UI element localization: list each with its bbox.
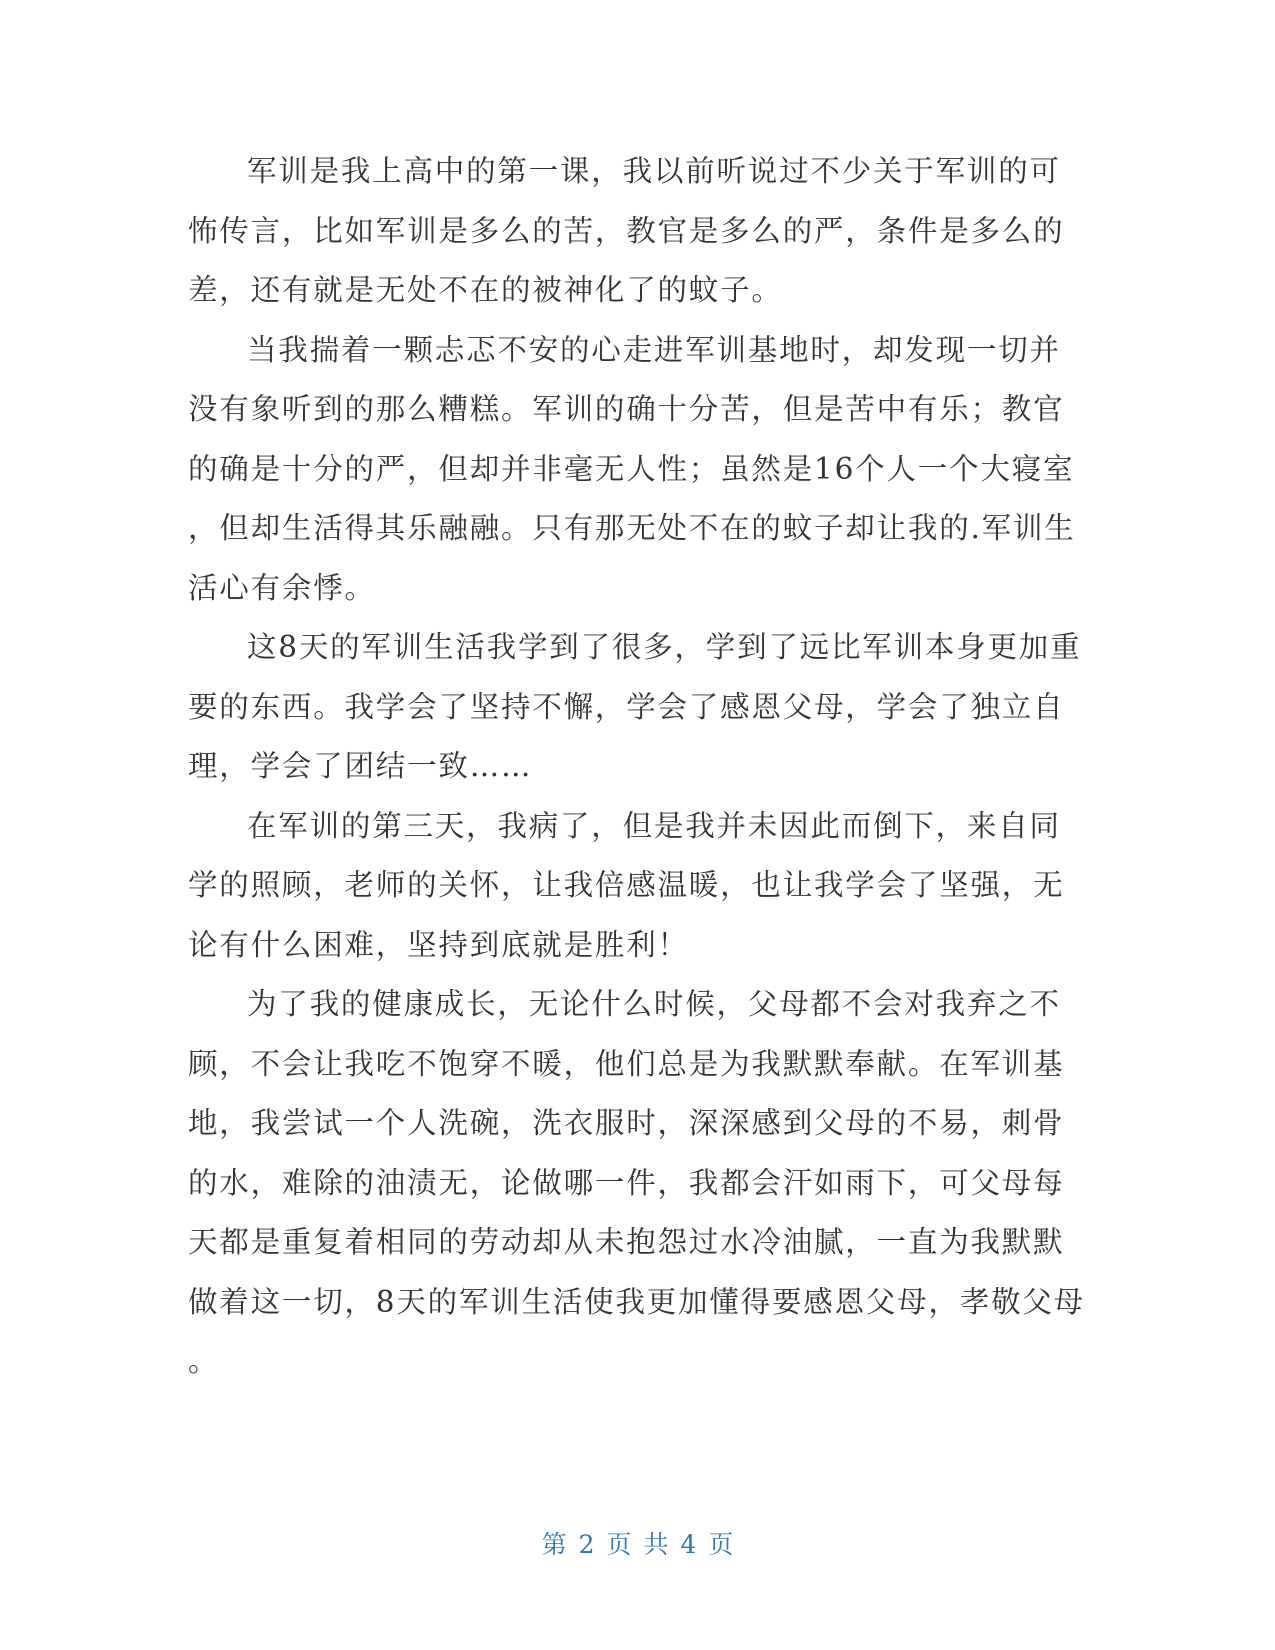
document-body <box>188 142 1090 1392</box>
paragraph-4: 在军训的第三天，我病了，但是我并未因此而倒下，来自同 学的照顾，老师的关怀，让我倍感温暖，也让我学会了坚强，无 论有什么困难，坚持到底就是胜利！ <box>188 808 1065 962</box>
footer-gong: 共 <box>643 1530 669 1559</box>
paragraph-5: 为了我的健康成长，无论什么时候，父母都不会对我弃之不 顾，不会让我吃不饱穿不暖，他们总是为我默默奉献。在军训基 地，我尝试一个人洗碗，洗衣服时，深深感到父母的不易，刺骨 的水，难除的油渍无，论做哪一件，我都会汗如雨下，可父母每 天都是重复着相同的劳动却从未抱怨过水冷油腻，一直为我默默 做着这一切，8天的军训生活使我更加懂得要感恩父母，孝敬父母 。 <box>188 987 1085 1378</box>
paragraph-3: 这8天的军训生活我学到了很多，学到了远比军训本身更加重 要的东西。我学会了坚持不懈，学会了感恩父母，学会了独立自 理，学会了团结一致…… <box>188 630 1082 783</box>
footer-total-pages: 4 <box>680 1530 697 1559</box>
paragraph-1: 军训是我上高中的第一课，我以前听说过不少关于军训的可 怖传言，比如军训是多么的苦，教官是多么的严，条件是多么的 差，还有就是无处不在的被神化了的蚊子。 <box>188 154 1065 307</box>
paragraph-2: 当我揣着一颗忐忑不安的心走进军训基地时，却发现一切并 没有象听到的那么糟糕。军训的确十分苦，但是苦中有乐；教官 的确是十分的严，但却并非毫无人性；虽然是16个人一个大寝室 ，但却生活得其乐融融。只有那无处不在的蚊子却让我的.军训生 活心有余悸。 <box>188 332 1076 605</box>
footer-ye: 页 <box>606 1530 632 1559</box>
footer-di: 第 <box>541 1530 567 1559</box>
footer-ye-end: 页 <box>708 1530 734 1559</box>
page-footer <box>0 1528 1275 1562</box>
footer-page-number: 2 <box>578 1530 595 1559</box>
